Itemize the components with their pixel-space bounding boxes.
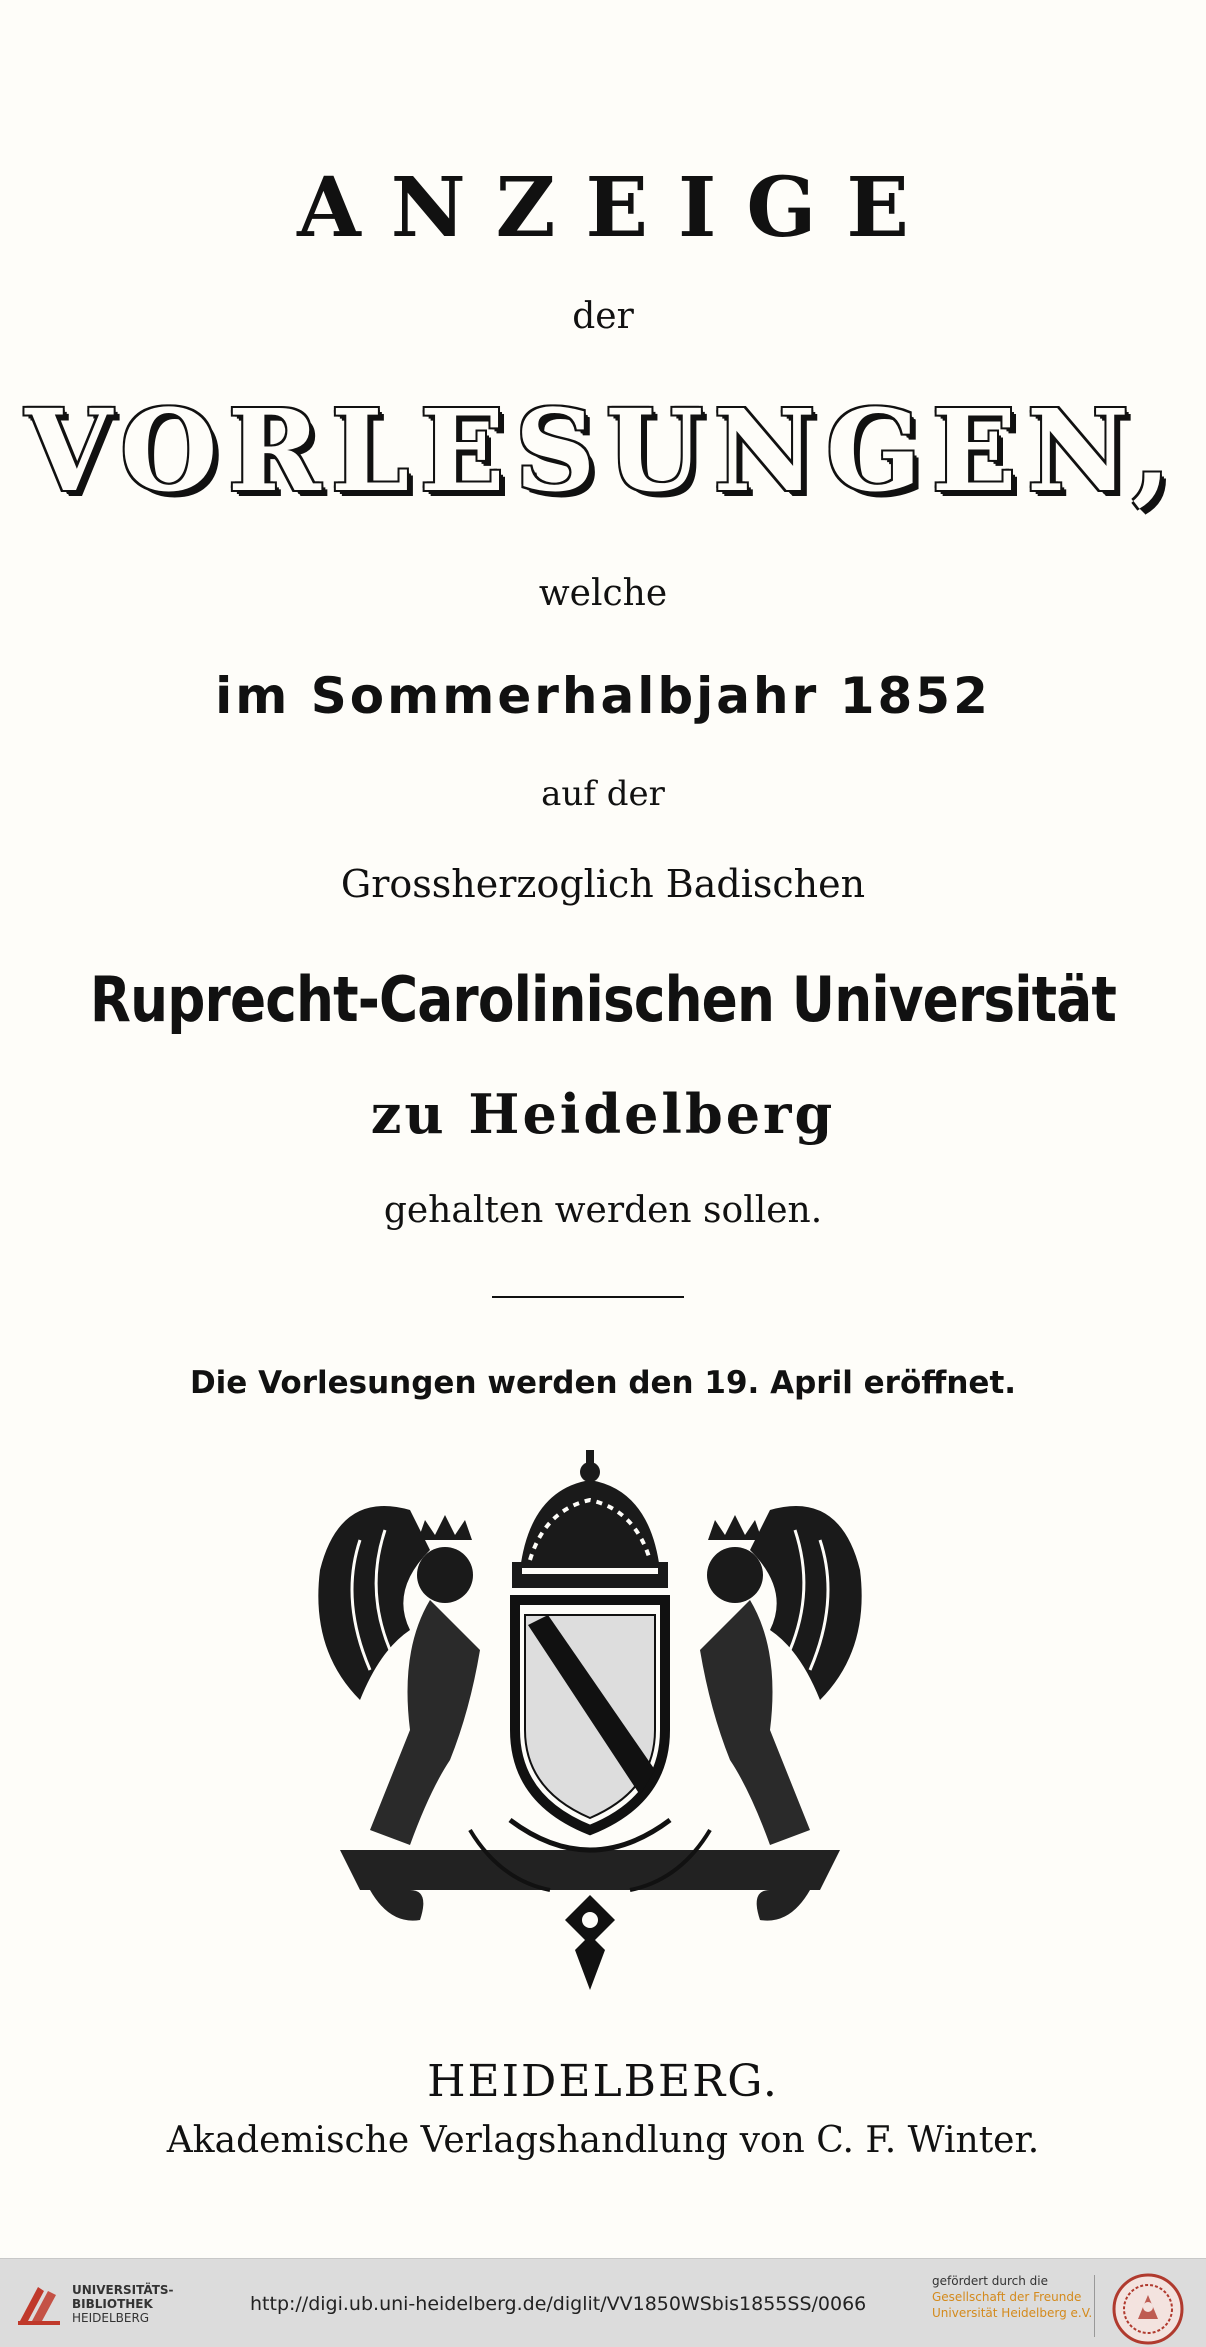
text-opening-date: Die Vorlesungen werden den 19. April eröffnet. bbox=[189, 1365, 1017, 1401]
library-name-line3: HEIDELBERG bbox=[72, 2311, 150, 2325]
divider-rule bbox=[492, 1296, 684, 1298]
text-publisher: Akademische Verlagshandlung von C. F. Winter. bbox=[166, 2120, 1040, 2161]
text-university-name: Ruprecht-Carolinischen Universität bbox=[89, 963, 1117, 1036]
text-semester: im Sommerhalbjahr 1852 bbox=[215, 667, 991, 725]
university-seal-icon[interactable] bbox=[1112, 2273, 1184, 2345]
text-auf-der: auf der bbox=[541, 774, 665, 814]
library-name-line2: BIBLIOTHEK bbox=[72, 2297, 153, 2311]
footer-divider bbox=[1094, 2275, 1095, 2337]
heading-vorlesungen: VORLESUNGEN, bbox=[25, 386, 1181, 517]
funder-name-line2: Universität Heidelberg e.V. bbox=[932, 2306, 1093, 2320]
library-name-line1: UNIVERSITÄTS- bbox=[72, 2283, 174, 2297]
footer-bar bbox=[0, 2258, 1206, 2347]
text-welche: welche bbox=[538, 573, 668, 614]
text-place: HEIDELBERG. bbox=[427, 2056, 779, 2107]
funding-credit[interactable] bbox=[932, 2273, 1092, 2321]
text-zu-heidelberg: zu Heidelberg bbox=[370, 1082, 836, 1146]
ub-heidelberg-logo-icon[interactable] bbox=[14, 2281, 64, 2327]
heading-anzeige: ANZEIGE bbox=[297, 160, 939, 256]
text-grossherzoglich: Grossherzoglich Badischen bbox=[340, 862, 866, 906]
baden-coat-of-arms-icon bbox=[300, 1450, 880, 2010]
permalink-url[interactable]: http://digi.ub.uni-heidelberg.de/diglit/VV1850WSbis1855SS/0066 bbox=[250, 2293, 867, 2315]
text-der: der bbox=[572, 296, 634, 337]
funded-by-label: gefördert durch die bbox=[932, 2274, 1048, 2288]
text-gehalten: gehalten werden sollen. bbox=[383, 1190, 823, 1231]
library-name[interactable] bbox=[72, 2283, 174, 2325]
funder-name-line1: Gesellschaft der Freunde bbox=[932, 2290, 1082, 2304]
